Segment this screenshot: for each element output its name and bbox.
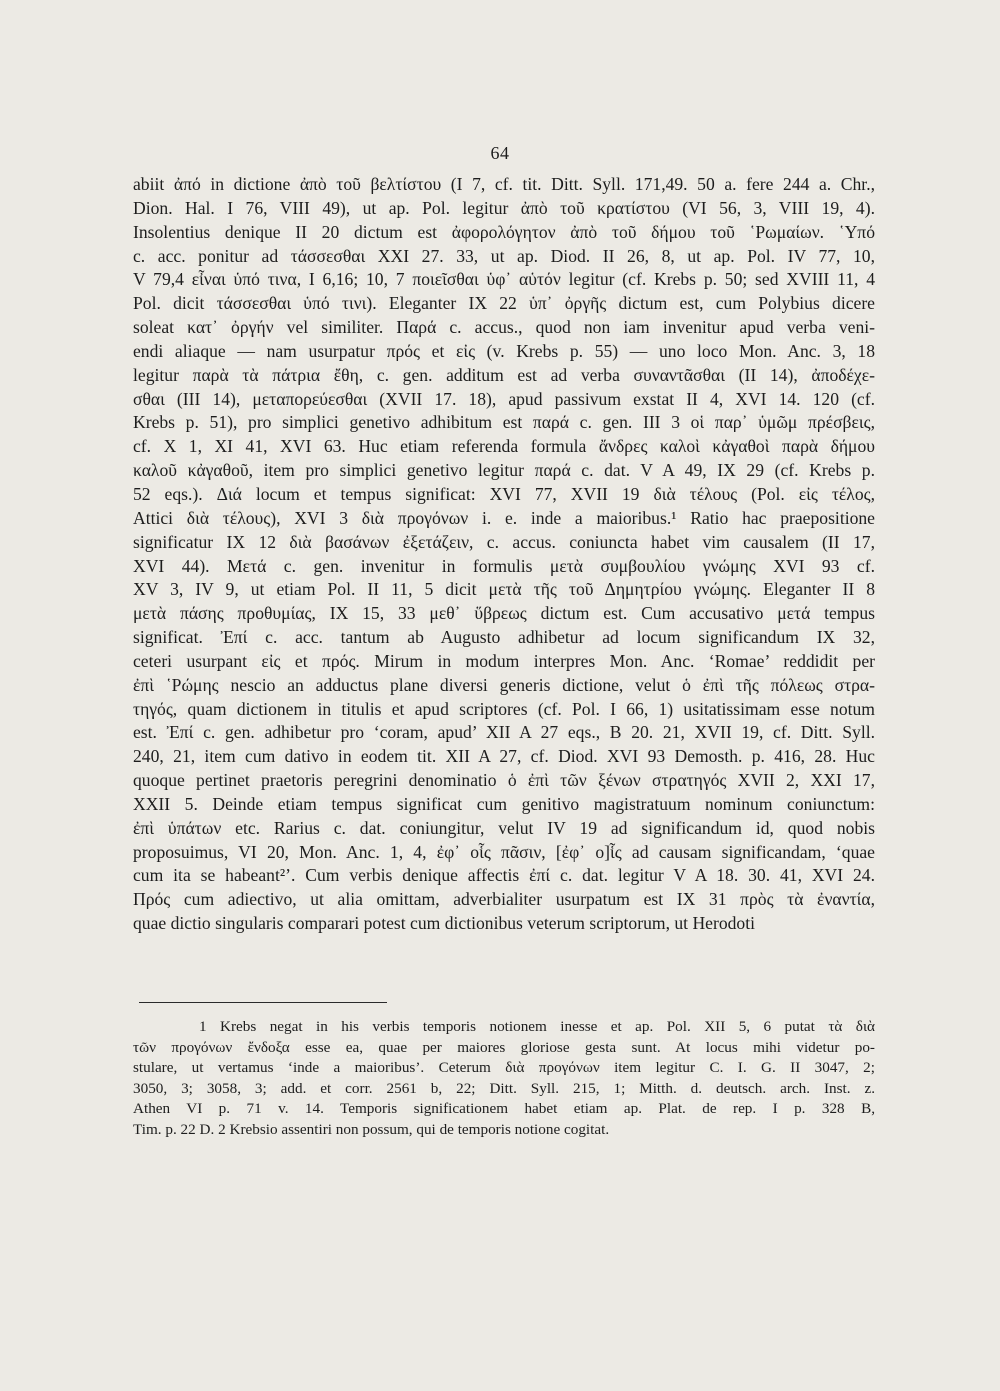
footnote-line: 1 Krebs negat in his verbis temporis notionem inesse et ap. Pol. XII 5, 6 putat τὰ διὰ [199,1018,875,1035]
body-line: 52 eqs.). Διά locum et tempus significat: XVI 77, XVII 19 διὰ τέλους (Pol. εἰς τέλος, [133,483,875,504]
footnotes [133,1017,875,1140]
body-line: ceteri usurpant εἰς et πρός. Mirum in modum interpres Mon. Anc. ‘Romae’ reddidit per [133,650,875,671]
body-line: significat. Ἐπί c. acc. tantum ab Augusto adhibetur ad locum significandum IX 32, [133,627,875,648]
body-line: cum ita se habeant²’. Cum verbis denique affectis ἐπί c. dat. legitur V A 18. 30. 41, XVI 24. [133,865,875,886]
body-line: c. acc. ponitur ad τάσσεσθαι XXI 27. 33, ut ap. Diod. II 26, 8, ut ap. Pol. IV 77, 10, [133,245,875,266]
body-line: XVI 44). Μετά c. gen. invenitur in formulis μετὰ συμβουλίου γνώμης XVI 93 cf. [133,555,875,576]
footnote-line: 3050, 3; 3058, 3; add. et corr. 2561 b, 22; Ditt. Syll. 215, 1; Mitth. d. deutsch. arch. Inst. z. [133,1079,875,1097]
body-line: ἐπὶ ῾Ρώμης nescio an adductus plane diversi generis dictione, velut ὁ ἐπὶ τῆς πόλεως στρα- [133,674,875,695]
body-line: τηγός, quam dictionem in titulis et apud scriptores (cf. Pol. I 66, 1) usitatissimam esse notum [133,698,875,719]
body-line: ἐπὶ ὑπάτων etc. Rarius c. dat. coniungitur, velut IV 19 ad significandum id, quod nobis [133,817,875,838]
body-line: 240, 21, item cum dativo in eodem tit. XII A 27, cf. Diod. XVI 93 Demosth. p. 416, 28. Huc [133,746,875,767]
body-line: est. Ἐπί c. gen. adhibetur pro ‘coram, apud’ XII A 27 eqs., B 20. 21, XVII 19, cf. Ditt. Syll. [133,722,875,743]
body-line: καλοῦ κἀγαθοῦ, item pro simplici genetivo legitur παρά c. dat. V A 49, IX 29 (cf. Krebs p. [133,460,875,481]
body-line: significatur IX 12 διὰ βασάνων ἐξετάζειν, c. accus. coniuncta habet vim causalem (II 17, [133,531,875,552]
body-line: V 79,4 εἶναι ὑπό τινα, I 6,16; 10, 7 ποιεῖσθαι ὑφ᾽ αὑτόν legitur (cf. Krebs p. 50; sed XVIII 11, 4 [133,269,875,290]
body-line: abiit ἀπό in dictione ἀπὸ τοῦ βελτίστου (I 7, cf. tit. Ditt. Syll. 171,49. 50 a. fere 244 a. Chr., [133,174,875,194]
body-line: σθαι (III 14), μεταπορεύεσθαι (XVII 17. 18), apud passivum exstat II 4, XVI 14. 120 (cf. [133,388,875,409]
footnote-line: τῶν προγόνων ἔνδοξα esse ea, quae per maiores gloriose gesta sunt. At locus mihi videtur po- [133,1038,875,1056]
body-line: XV 3, IV 9, ut etiam Pol. II 11, 5 dicit μετὰ τῆς τοῦ Δημητρίου γνώμης. Eleganter II 8 [133,579,875,600]
body-line: Krebs p. 51), pro simplici genetivo adhibitum est παρά c. gen. III 3 οἱ παρ᾽ ὑμῶμ πρέσβεις, [133,412,875,433]
body-line: Insolentius denique II 20 dictum est ἀφορολόγητον ἀπὸ τοῦ δήμου τοῦ ῾Ρωμαίων. ῾Υπό [133,221,875,242]
body-line: soleat κατ᾽ ὀργήν vel similiter. Παρά c. accus., quod non iam invenitur apud verba veni- [133,317,875,338]
body-line: quoque pertinet praetoris peregrini denominatio ὁ ἐπὶ τῶν ξένων στρατηγός XVII 2, XXI 17, [133,770,875,791]
body-line: cf. X 1, XI 41, XVI 63. Huc etiam referenda formula ἄνδρες καλοὶ κἀγαθοὶ παρὰ δήμου [133,436,875,457]
footnote-divider [139,1002,387,1003]
footnote-line: Athen VI p. 71 v. 14. Temporis significationem habet etiam ap. Plat. de rep. I p. 328 B, [133,1100,875,1117]
page-number: 64 [490,143,510,163]
footnote-line: Tim. p. 22 D. 2 Krebsio assentiri non possum, qui de temporis notione cogitat. [133,1120,610,1138]
body-line: legitur παρὰ τὰ πάτρια ἔθη, c. gen. additum est ad verba συναντᾶσθαι (II 14), ἀποδέχε- [133,364,875,385]
body-line: proposuimus, VI 20, Mon. Anc. 1, 4, ἐφ᾽ οἷς πᾶσιν, [ἐφ᾽ ο]ἷς ad causam significandam, ‘quae [133,841,875,862]
body-line: Πρός cum adiectivo, ut alia omittam, adverbialiter usurpatum est IX 31 πρὸς τὰ ἐναντία, [133,889,875,910]
body-line: Pol. dicit τάσσεσθαι ὑπό τινι). Eleganter IX 22 ὑπ᾽ ὀργῆς dictum est, cum Polybius dicere [133,293,875,314]
body-line: quae dictio singularis comparari potest cum dictionibus veterum scriptorum, ut Herodoti [133,913,755,934]
footnote-line: stulare, ut vertamus ‘inde a maioribus’. Ceterum διὰ προγόνων item legitur C. I. G. II 3047, 2; [133,1059,875,1076]
body-line: endi aliaque — nam usurpatur πρός et εἰς (v. Krebs p. 55) — uno loco Mon. Anc. 3, 18 [133,340,875,361]
body-line: Attici διὰ τέλους), XVI 3 διὰ προγόνων i. e. inde a maioribus.¹ Ratio hac praepositione [133,507,875,528]
body-line: μετὰ πάσης προθυμίας, IX 15, 33 μεθ᾽ ὕβρεως dictum est. Cum accusativo μετά tempus [133,603,875,624]
body-text [133,173,875,936]
body-line: XXII 5. Deinde etiam tempus significat cum genitivo magistratuum nominum coniunctum: [133,793,875,814]
body-line: Dion. Hal. I 76, VIII 49), ut ap. Pol. legitur ἀπὸ τοῦ κρατίστου (VI 56, 3, VIII 19, 4). [133,197,875,218]
